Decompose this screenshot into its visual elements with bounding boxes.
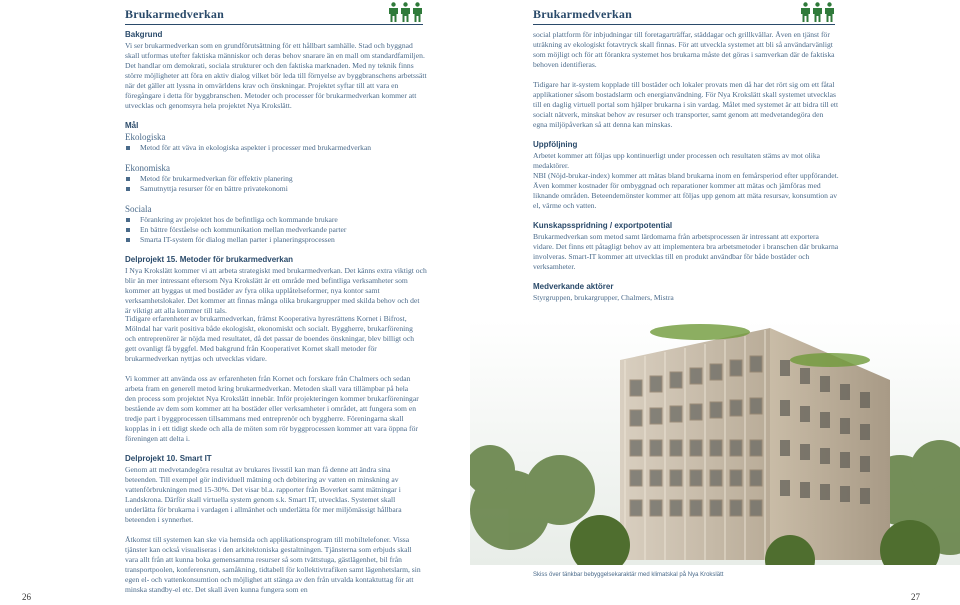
image-caption: Skiss över tänkbar bebyggelsekaraktär med klimatskal på Nya Krokslätt	[533, 572, 724, 578]
delprojekt15-text: I Nya Krokslätt kommer vi att arbeta strategiskt med brukarmedverkan. Det känns extra viktigt och blir än mer intressant eftersom Nya Krokslätt är ett område med befintliga verksamheter som kommer att byggas ut med bostäder av fyra olika upplåtelseformer, nya kontor samt verksamhetslokaler. Det kommer att finnas många olika brukargrupper med skilda behov och det är viktigt att alla kommer till tals.	[125, 266, 427, 315]
list-item: En bättre förståelse och kommunikation mellan medverkande parter	[140, 225, 427, 235]
people-icon	[388, 2, 423, 22]
medverkande-text: Styrgruppen, brukargrupper, Chalmers, Mistra	[533, 293, 674, 302]
uppfoljning-heading: Uppföljning	[533, 140, 578, 149]
left-header-title: Brukarmedverkan	[125, 7, 224, 21]
kunskap-heading: Kunskapsspridning / exportpotential	[533, 221, 673, 230]
ekologiska-list	[125, 143, 427, 153]
vi-paragraph: Vi kommer att använda oss av erfarenheten från Kornet och forskare från Chalmers och sedan arbeta fram en generell metod kring brukarmedverkan. Metoden skall vara tillämpbar på hela den process som projektet Nya Krokslätt innebär. Inför projekteringen kommer brukarföreningar bestående av dem som kommer att ha bostäder eller verksamheter i området, att fungera som en tredje part i byggprocessen tillsammans med entreprenör och byggherre. Föreningarna skall kopplas in i ett tidigt skede och alla de möten som rör byggprocessen kommer att vara öppna för föreningen att delta i.	[125, 374, 419, 443]
tidigare-paragraph: Tidigare erfarenheter av brukarmedverkan, främst Kooperativa hyresrättens Kornet i Bifrost, Mölndal har varit positiva både ekologiskt, ekonomiskt och socialt. Byggherre, brukarförening och entreprenörer är nöjda med resultatet, då det passar de boendes önskningar, blev billigt och gett ovanligt få byggfel. Med bakgrund från Kooperativet Kornet skall metoder för brukarmedverkan nyttjas och utvecklas vidare.	[125, 314, 415, 363]
sociala-list	[125, 215, 427, 245]
left-lower-column	[125, 314, 421, 605]
sociala-heading: Sociala	[125, 204, 152, 214]
social-paragraph: social plattform för inbjudningar till foretagarträffar, städdagar och grillkvällar. Även en tjänst för uträkning av ekologiskt fotavtryck skall finnas. För att utveckla systemet att bli så användarvänligt som möjligt och för att förankra systemet hos brukarna måste det göras i samverkan där de faktiska behoven identifieras.	[533, 30, 835, 69]
atkomst-paragraph: Åtkomst till systemen kan ske via hemsida och applikationsprogram till mobiltelefoner. Vissa tjänster kan också visualiseras i den arkitektoniska gestaltningen. Tjänsterna som erbjuds skall vara allt från att kunna boka gemensamma resurser så som tvättstuga, gästlägenhet, bil från transportpoolen, konferensrum, samåkning, tidtabell för kollektivtrafiken samt lägenhetslarm, sin egen el- och vattenkonsumtion och möjlighet att stänga av den från utvalda kontaktuttag för att minska standby-el etc. Det skall även kunna fungera som en	[125, 535, 421, 594]
ekonomiska-heading: Ekonomiska	[125, 163, 170, 173]
left-column	[125, 30, 427, 326]
tidigare-it-paragraph: Tidigare har it-system kopplade till bostäder och lokaler provats men då har det rört sig om ett fåtal applikationer såsom bostadslarm och energianvändning. För Nya Krokslätt skall systemet utvecklas till en daglig virtuell portal som hjälper brukarna i sin vardag. Målet med systemet är att bidra till ett socialt nätverk, minskat behov av resurser och transporter, samt genom att medvetandegöra den egna miljöpåverkan så att denna kan minskas.	[533, 80, 839, 129]
list-item: Samutnyttja resurser för en bättre privatekonomi	[140, 184, 427, 194]
bakgrund-text: Vi ser brukarmedverkan som en grundförutsättning för ett hållbart samhälle. Stad och byggnad skall utformas utefter faktiska människor och deras behov snarare än en mall om standardfamiljen. Det handlar om demokrati, sociala strukturer och den faktiska marknaden. Med ny teknik finns större möjligheter att föra en aktiv dialog vilket bör leda till förnyelse av byggbranschens arbetssätt när det gäller att lyssna in omvärldens krav och önskningar. Projektet syftar till att vara en föregångare i detta för byggbranschen. Metoder och processer för brukarmedverkan kommer att utvecklas och genomsyra hela projektet Nya Krokslätt.	[125, 41, 427, 110]
left-page-number: 26	[22, 592, 31, 602]
right-page-number: 27	[911, 592, 920, 602]
ekonomiska-list	[125, 174, 427, 194]
kunskap-text: Brukarmedverkan som metod samt lärdomarna från arbetsprocessen är intressant att exportera vidare. Det finns ett påtagligt behov av att implementera bra arbetsmetoder i branschen där brukarna involveras. Smart-IT kommer att utvecklas till en produkt användbar för både bostäder och verksamheter.	[533, 232, 839, 271]
nbi-paragraph: NBI (Nöjd-brukar-index) kommer att mätas bland brukarna inom en femårsperiod efter uppförandet. Även kommer kostnader för ombyggnad och reparationer kommer att mätas och jämföras med liknande områden. Beteendemönster kommer att följas upp genom att mäta resursav, konsumtion av el, värme och vatten.	[533, 171, 839, 210]
delprojekt15-heading: Delprojekt 15. Metoder för brukarmedverkan	[125, 255, 294, 264]
uppfoljning-text: Arbetet kommer att följas upp kontinuerligt under processen och resultaten stäms av mot olika medaktörer.	[533, 151, 821, 170]
architecture-sketch-image	[470, 320, 960, 565]
medverkande-heading: Medverkande aktörer	[533, 282, 614, 291]
bakgrund-heading: Bakgrund	[125, 30, 163, 39]
delprojekt10-heading: Delprojekt 10. Smart IT	[125, 454, 212, 463]
people-icon	[800, 2, 835, 22]
list-item: Smarta IT-system för dialog mellan parter i planeringsprocessen	[140, 235, 427, 245]
mal-heading: Mål	[125, 121, 139, 130]
right-header-title: Brukarmedverkan	[533, 7, 632, 21]
left-page	[0, 0, 480, 601]
right-header	[533, 6, 835, 25]
delprojekt10-text: Genom att medvetandegöra resultat av brukares livsstil kan man få denne att ändra sina beteenden. Till exempel gör individuell mätning och debitering av vatten en minskning av vattenförbrukningen med 15-30%. Det visar bl.a. rapporter från Boverket samt mätningar i Landskrona. Därför skall virtuella system genom s.k. Smart IT, utvecklas. Systemet skall underlätta för brukarna i vardagen i allmänhet och underlätta för mer miljömässigt hållbara beteenden i synnerhet.	[125, 465, 402, 524]
list-item: Metod för att väva in ekologiska aspekter i processer med brukarmedverkan	[140, 143, 427, 153]
right-column	[533, 30, 839, 313]
ekologiska-heading: Ekologiska	[125, 132, 166, 142]
list-item: Förankring av projektet hos de befintliga och kommande brukare	[140, 215, 427, 225]
list-item: Metod för brukarmedverkan för effektiv planering	[140, 174, 427, 184]
left-header	[125, 6, 423, 25]
